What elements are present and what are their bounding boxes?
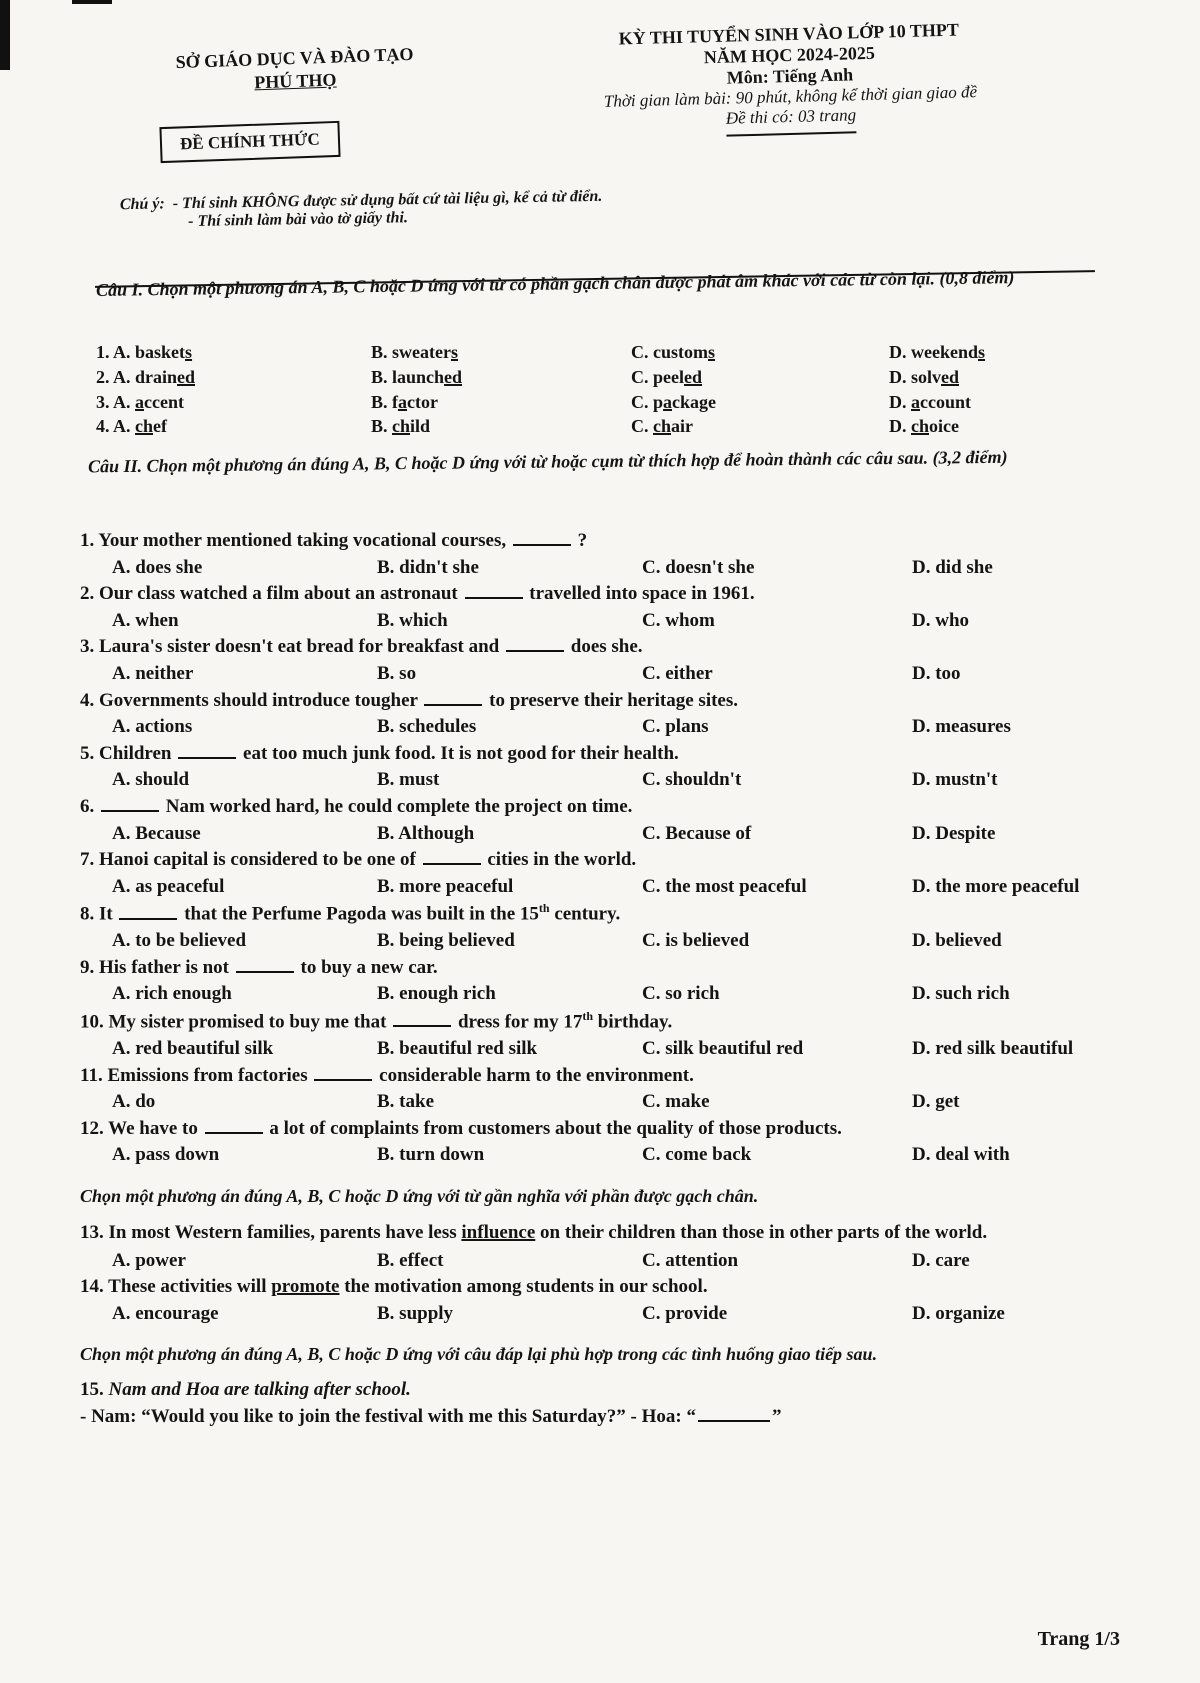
answer-options [80,874,1140,901]
word-part: peel [653,366,684,387]
answer-options [80,661,1140,688]
question [80,900,1140,955]
question-stem [80,634,1140,661]
word-part: p [653,391,664,412]
answer-option: B. take [377,1091,434,1113]
pronunciation-option [889,365,1139,390]
word-part: drain [135,366,178,387]
answer-option: A. rich enough [112,983,232,1005]
answer-option: C. plans [642,716,709,738]
answer-option: D. too [912,662,961,684]
question-number: 5. [80,742,99,764]
underlined-part: ed [444,366,463,387]
pronunciation-option [96,340,371,365]
question-stem [80,1063,1140,1090]
underlined-part: a [911,391,920,412]
answer-options [80,1036,1140,1063]
answer-blank [423,862,481,865]
answer-option: D. red silk beautiful [912,1037,1074,1059]
pronunciation-option [889,414,1139,439]
option-label: C. [631,416,653,437]
question-number: 6. [80,795,99,817]
answer-options [80,608,1140,635]
question-stem [80,741,1140,768]
answer-blank [205,1131,263,1134]
answer-option: B. more peaceful [377,875,514,897]
pronunciation-option [96,414,371,439]
answer-option: D. care [912,1249,970,1271]
question-number: 12. [80,1117,109,1139]
exam-info-block [529,17,1052,142]
answer-option: C. silk beautiful red [642,1037,804,1059]
answer-blank [424,703,482,706]
word-part: ckage [672,391,717,412]
stem-text: In most Western families, parents have less [108,1222,462,1243]
synonym-heading: Chọn một phương án đúng A, B, C hoặc D ứng với từ gần nghĩa với phần được gạch chân. [80,1185,759,1206]
section-1-heading: Câu I. Chọn một phương án A, B, C hoặc D ứng với từ có phần gạch chân được phát âm khác với các từ còn lại. (0,8 điểm) [95,267,1015,300]
close-quote: ” [771,1405,782,1427]
answer-option: A. does she [112,556,203,578]
underlined-part: a [398,391,408,412]
answer-blank [393,1024,451,1027]
answer-blank [698,1419,770,1422]
option-label: D. [889,416,911,437]
official-label-box [159,121,340,163]
answer-option: D. Despite [912,822,996,844]
option-label: C. [631,342,653,362]
department-name: SỞ GIÁO DỤC VÀ ĐÀO TẠO [175,43,414,73]
stem-text: ? [572,530,588,551]
item-number: 2. [96,366,114,387]
stem-text: a lot of complaints from customers about the quality of those products. [264,1117,842,1139]
stem-text: These activities will [108,1276,272,1298]
word-part: ccent [144,391,184,412]
stem-text: to buy a new car. [295,956,438,978]
pronunciation-option [96,390,371,415]
answer-option: A. as peaceful [112,875,225,897]
answer-option: C. provide [642,1302,728,1324]
underlined-word: promote [271,1276,340,1298]
underlined-word: influence [461,1222,536,1243]
answer-option: C. whom [642,609,715,631]
open-quote: “ [686,1405,696,1427]
answer-option: D. deal with [912,1144,1010,1166]
stem-text: Your mother mentioned taking vocational courses, [98,530,511,551]
dialogue-lines [80,1404,1140,1431]
answer-options [80,821,1140,848]
notice-block [120,188,603,232]
answer-option: A. red beautiful silk [112,1037,274,1059]
question [80,1116,1140,1169]
underlined-part: ed [684,366,702,387]
stem-text: His father is not [99,956,234,978]
question-stem [80,528,1140,555]
question [80,741,1140,794]
option-label: D. [889,391,911,412]
question [80,634,1140,687]
underlined-part: ed [177,366,196,387]
page-number: Trang 1/3 [1037,1628,1120,1650]
question [80,1274,1140,1327]
option-label: B. [371,342,393,362]
stem-text: We have to [108,1117,203,1139]
scan-edge-mark [72,0,112,4]
question-number: 11. [80,1064,108,1086]
answer-option: A. do [112,1091,156,1113]
underlined-part: ch [392,416,411,437]
question-stem [80,1008,1140,1036]
word-part: weekend [911,342,978,362]
question-number: 9. [80,956,99,978]
stem-text: dress for my 17 [453,1011,583,1033]
answer-option: D. measures [912,716,1011,738]
answer-option: B. supply [377,1302,454,1324]
province-name: PHÚ THỌ [253,69,337,93]
answer-option: C. the most peaceful [642,875,807,897]
answer-option: D. who [912,609,970,631]
question [80,581,1140,634]
stem-text: Emissions from factories [107,1064,313,1086]
item-number: 4. [96,416,114,437]
speaker-1-line: “Would you like to join the festival with me this Saturday?” [141,1405,631,1427]
underlined-part: s [978,342,986,362]
question [80,955,1140,1008]
subject: Môn: Tiếng Anh [726,64,854,88]
answer-option: D. organize [912,1302,1005,1324]
answer-option: B. which [377,609,448,631]
answer-option: D. did she [912,556,993,578]
question-number: 3. [80,636,99,658]
answer-blank [314,1078,372,1081]
question [80,847,1140,900]
option-label: A. [113,416,136,437]
word-part: sweater [392,342,451,362]
word-part: air [671,416,693,437]
question [80,688,1140,741]
question-stem [80,1116,1140,1143]
stem-text: that the Perfume Pagoda was built in the 15 [179,903,539,925]
stem-text: considerable harm to the environment. [374,1064,694,1086]
answer-option: A. actions [112,716,193,738]
question-stem [80,955,1140,982]
notice-line-2: - Thí sinh làm bài vào tờ giấy thi. [188,209,409,231]
option-label: B. [371,366,393,387]
answer-option: D. such rich [912,983,1010,1005]
stem-text: on their children than those in other parts of the world. [535,1222,988,1243]
item-number: 1. [96,342,114,362]
underlined-part: a [663,391,673,412]
option-label: A. [113,342,136,362]
answer-blank [513,543,571,546]
speaker-1: - Nam: [80,1405,142,1427]
question-number: 2. [80,583,99,605]
option-label: D. [889,342,911,362]
question [80,528,1140,581]
stem-text: century. [549,903,621,925]
stem-text: Nam worked hard, he could complete the project on time. [161,795,633,817]
answer-option: C. either [642,662,713,684]
option-label: A. [113,366,136,387]
scan-edge-shadow [0,0,10,70]
answer-blank [101,809,159,812]
answer-option: A. should [112,769,190,791]
answer-option: A. when [112,609,179,631]
question-stem [80,794,1140,821]
speaker-2: - Hoa: [630,1405,687,1427]
question-stem [80,847,1140,874]
pronunciation-option [371,340,631,365]
answer-option: A. neither [112,662,194,684]
word-part: basket [135,342,186,362]
pronunciation-option [631,365,889,390]
answer-option: B. enough rich [377,983,496,1005]
question-stem [80,1219,1140,1248]
option-label: B. [371,416,393,437]
answer-options [80,714,1140,741]
pronunciation-option [889,390,1139,415]
issuer-block [129,42,460,97]
question-number: 8. [80,903,99,925]
option-label: A. [113,391,136,412]
answer-blank [506,649,564,652]
word-part: f [392,391,399,412]
superscript: th [582,1009,593,1024]
stem-text: birthday. [593,1011,673,1033]
answer-option: B. being believed [377,930,515,952]
answer-options [80,981,1140,1008]
answer-option: A. to be believed [112,930,247,952]
answer-option: B. didn't she [377,556,479,578]
answer-option: D. mustn't [912,769,998,791]
word-part: ccount [920,391,971,412]
notice-label: Chú ý: [119,195,165,214]
stem-text: travelled into space in 1961. [524,583,755,605]
page-count: Đề thi có: 03 trang [726,105,857,136]
word-part: ild [410,416,431,437]
question-number: 1. [80,530,99,551]
official-label: ĐỀ CHÍNH THỨC [179,129,321,154]
exam-title: KỲ THI TUYỂN SINH VÀO LỚP 10 THPT [618,19,960,49]
answer-options [80,555,1140,582]
situation-text: Nam and Hoa are talking after school. [108,1379,411,1401]
dialogue-situation [80,1377,1140,1404]
answer-option: A. power [112,1249,186,1271]
school-year: NĂM HỌC 2024-2025 [703,42,876,68]
answer-option: B. effect [377,1249,444,1271]
underlined-part: ch [911,416,929,437]
answer-blank [236,970,294,973]
dialogue-heading: Chọn một phương án đúng A, B, C hoặc D ứng với câu đáp lại phù hợp trong các tình huống giao tiếp sau. [80,1344,878,1365]
pronunciation-option [371,365,631,390]
pronunciation-option [631,414,889,439]
answer-option: C. come back [642,1144,752,1166]
question [80,1219,1140,1274]
answer-option: C. Because of [642,822,752,844]
question [80,1008,1140,1063]
word-part: custom [653,342,708,362]
stem-text: Laura's sister doesn't eat bread for breakfast and [99,636,505,658]
question-list [80,528,1140,1431]
answer-option: B. must [377,769,440,791]
question-number: 13. [80,1222,109,1243]
question-stem [80,688,1140,715]
stem-text: Hanoi capital is considered to be one of [99,849,421,871]
answer-options [80,1142,1140,1169]
question-stem [80,900,1140,928]
answer-blank [178,756,236,759]
section-2-heading: Câu II. Chọn một phương án đúng A, B, C hoặc D ứng với từ hoặc cụm từ thích hợp để hoàn thành các câu sau. (3,2 điểm) [87,446,1008,477]
pronunciation-option [631,390,889,415]
answer-options [80,1248,1140,1275]
section-1-items [96,340,1139,439]
underlined-part: s [450,342,458,362]
answer-option: B. so [377,662,417,684]
question-stem [80,1274,1140,1301]
answer-option: C. doesn't she [642,556,755,578]
answer-option: B. schedules [377,716,477,738]
underlined-part: a [135,391,145,412]
answer-options [80,767,1140,794]
answer-option: C. attention [642,1249,739,1271]
question-number: 4. [80,689,99,711]
underlined-part: ch [135,416,154,437]
pronunciation-option [631,340,889,365]
answer-option: B. Although [377,822,475,844]
word-part: ef [153,416,167,437]
pronunciation-option [889,340,1139,365]
question-number: 7. [80,849,99,871]
answer-options [80,1301,1140,1328]
question [80,794,1140,847]
pronunciation-option [96,365,371,390]
stem-text: eat too much junk food. It is not good for their health. [238,742,679,764]
question-stem [80,581,1140,608]
stem-text: cities in the world. [482,849,637,871]
answer-option: A. pass down [112,1144,220,1166]
option-label: B. [371,391,393,412]
option-label: C. [631,366,653,387]
pronunciation-option [371,414,631,439]
answer-option: D. get [912,1091,960,1113]
answer-options [80,928,1140,955]
stem-text: Our class watched a film about an astronaut [99,583,463,605]
answer-option: D. the more peaceful [912,875,1080,897]
word-part: ctor [407,391,438,412]
option-label: D. [889,366,911,387]
option-label: C. [631,391,653,412]
answer-option: B. turn down [377,1144,485,1166]
answer-option: C. make [642,1091,710,1113]
question [80,1063,1140,1116]
superscript: th [538,901,550,916]
answer-option: A. encourage [112,1302,219,1324]
item-number: 3. [96,391,114,412]
underlined-part: ed [941,366,960,387]
answer-option: A. Because [112,822,201,844]
underlined-part: s [185,342,193,362]
question-number: 10. [80,1011,109,1033]
dialogue-question [80,1377,1140,1430]
word-part: launch [392,366,445,387]
stem-text: Children [99,742,177,764]
notice-line-1: - Thí sinh KHÔNG được sử dụng bất cứ tài liệu gì, kể cả từ điển. [172,187,603,213]
answer-option: C. shouldn't [642,769,742,791]
stem-text: the motivation among students in our school. [339,1276,708,1298]
underlined-part: s [708,342,716,362]
answer-option: D. believed [912,930,1002,952]
pronunciation-option [371,390,631,415]
answer-blank [119,917,177,920]
answer-options [80,1089,1140,1116]
stem-text: Governments should introduce tougher [99,689,423,711]
underlined-part: ch [653,416,671,437]
answer-option: C. so rich [642,983,720,1005]
question-number: 15. [80,1379,109,1401]
stem-text: My sister promised to buy me that [108,1011,392,1033]
answer-option: C. is believed [642,930,750,952]
question-number: 14. [80,1276,109,1298]
stem-text: does she. [566,636,643,658]
stem-text: It [99,903,118,925]
word-part: oice [929,416,959,437]
word-part: solv [911,366,942,387]
stem-text: to preserve their heritage sites. [484,689,738,711]
duration: Thời gian làm bài: 90 phút, không kể thời gian giao đề [603,82,978,111]
answer-blank [465,596,523,599]
answer-option: B. beautiful red silk [377,1037,538,1059]
